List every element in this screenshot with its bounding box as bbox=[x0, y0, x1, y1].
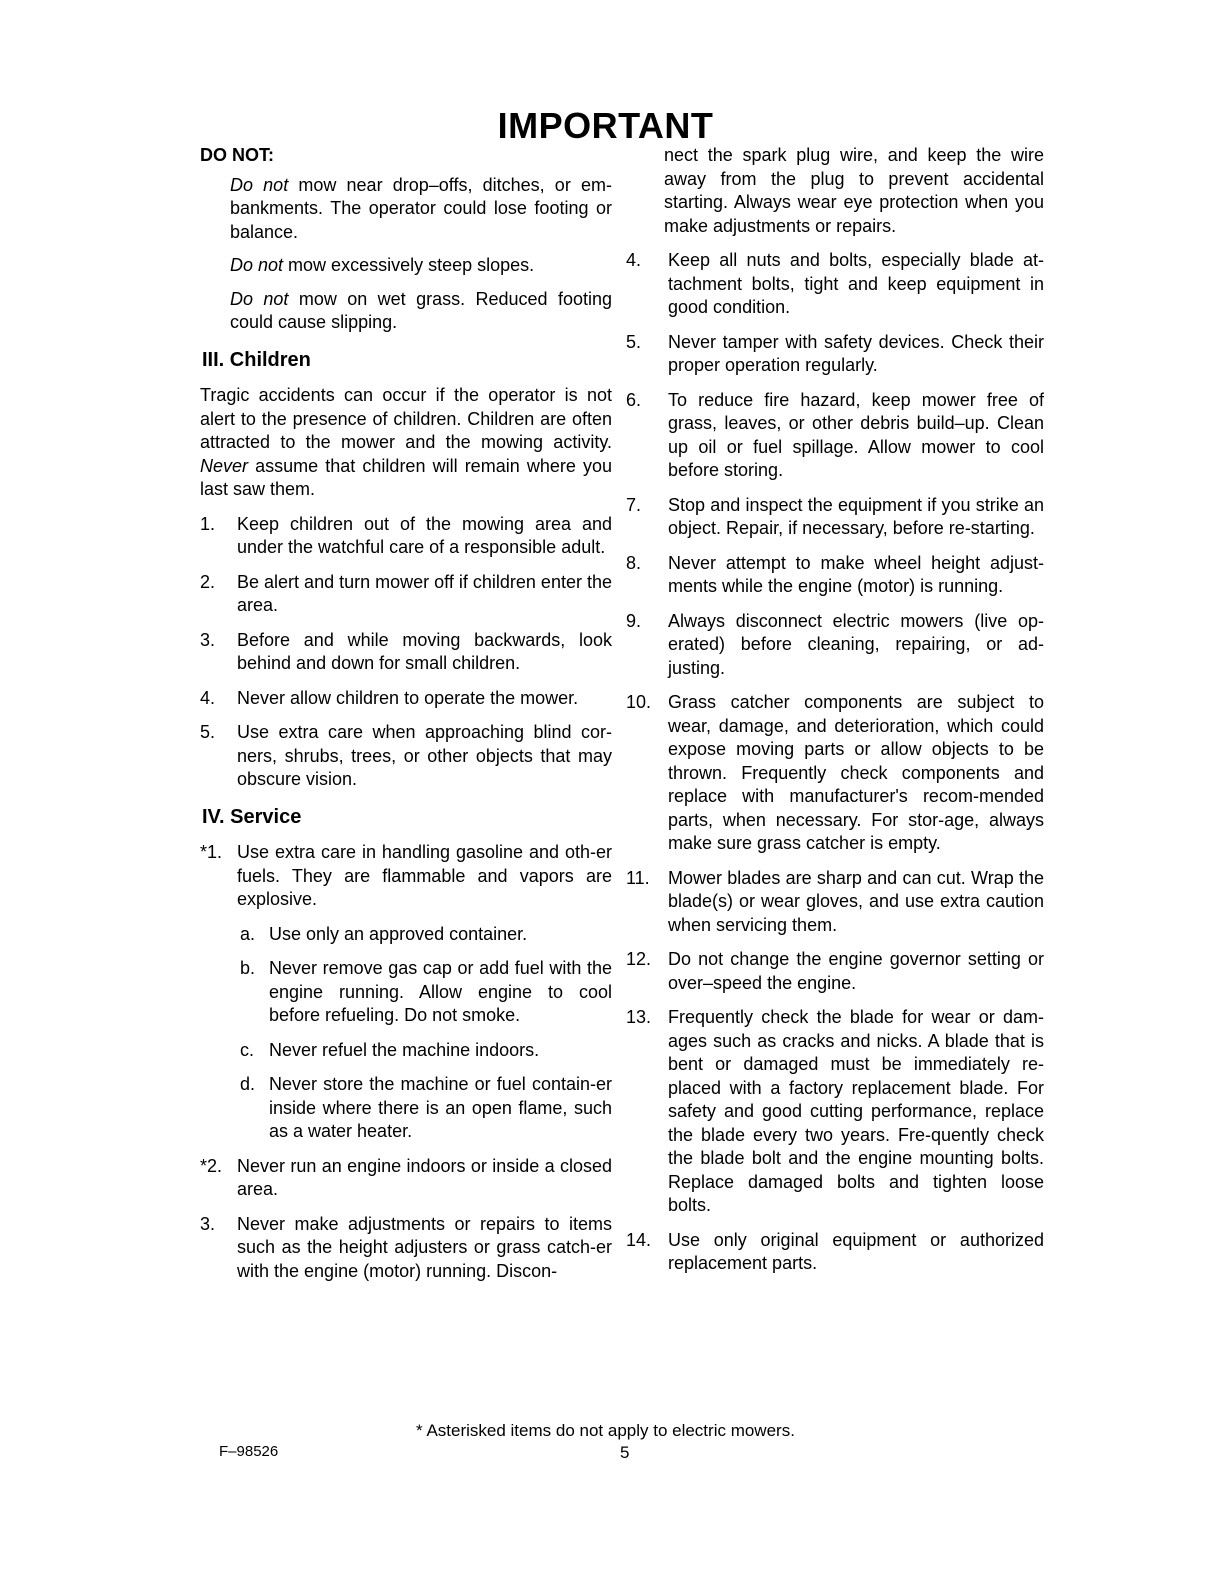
list-item: 11. Mower blades are sharp and can cut. Wrap the blade(s) or wear gloves, and use extra caution when servicing them. bbox=[626, 867, 1044, 935]
children-intro: Tragic accidents can occur if the operator is not alert to the presence of children. Children are often attracted to the mower and the mowing activity. Never assume that children will remain where you last saw them. bbox=[200, 385, 612, 499]
list-item: 4. Keep all nuts and bolts, especially blade at-tachment bolts, tight and keep equipment in good condition. bbox=[626, 250, 1044, 317]
item-continuation: nect the spark plug wire, and keep the wire away from the plug to prevent accidental starting. Always wear eye protection when you make adjustments or repairs. bbox=[664, 145, 1044, 236]
page-number: 5 bbox=[620, 1443, 630, 1462]
document-code: F–98526 bbox=[219, 1443, 279, 1460]
do-not-item: Do not mow near drop–offs, ditches, or em-bankments. The operator could lose footing or balance. bbox=[230, 174, 612, 242]
list-item: 14. Use only original equipment or authorized replacement parts. bbox=[626, 1229, 1044, 1273]
list-item: 5. Use extra care when approaching blind cor-ners, shrubs, trees, or other objects that may obscure vision. bbox=[200, 722, 612, 789]
sub-list-item: c. Never refuel the machine indoors. bbox=[240, 1039, 540, 1060]
right-column bbox=[626, 144, 1044, 1287]
list-item: 7. Stop and inspect the equipment if you strike an object. Repair, if necessary, before re-starting. bbox=[626, 494, 1044, 538]
section-heading-service: IV. Service bbox=[202, 805, 302, 828]
list-item: *2. Never run an engine indoors or inside a closed area. bbox=[200, 1155, 612, 1199]
sub-list-item: d. Never store the machine or fuel contain-er inside where there is an open flame, such as a water heater. bbox=[240, 1074, 612, 1141]
do-not-item: Do not mow excessively steep slopes. bbox=[230, 255, 535, 275]
list-item: 1. Keep children out of the mowing area and under the watchful care of a responsible adult. bbox=[200, 513, 612, 557]
list-item: 8. Never attempt to make wheel height adjust-ments while the engine (motor) is running. bbox=[626, 552, 1044, 596]
list-item: *1. Use extra care in handling gasoline and oth-er fuels. They are flammable and vapors are explosive. bbox=[200, 842, 612, 909]
left-column bbox=[200, 144, 612, 1294]
list-item: 9. Always disconnect electric mowers (live op-erated) before cleaning, repairing, or ad-justing. bbox=[626, 610, 1044, 678]
sub-list-item: b. Never remove gas cap or add fuel with the engine running. Allow engine to cool before refueling. Do not smoke. bbox=[240, 958, 612, 1025]
list-item: 6. To reduce fire hazard, keep mower free of grass, leaves, or other debris build–up. Clean up oil or fuel spillage. Allow mower to cool before storing. bbox=[626, 389, 1044, 480]
do-not-heading: DO NOT: bbox=[200, 145, 274, 165]
sub-list-item: a. Use only an approved container. bbox=[240, 923, 528, 944]
list-item: 3. Never make adjustments or repairs to items such as the height adjusters or grass catch-er with the engine (motor) running. Discon- bbox=[200, 1213, 612, 1281]
list-item: 4. Never allow children to operate the mower. bbox=[200, 687, 579, 708]
list-item: 10. Grass catcher components are subject to wear, damage, and deterioration, which could expose moving parts or allow objects to be thrown. Frequently check components and replace with manufacturer's recom-mended parts, when necessary. For stor-age, always make sure grass catcher is empty. bbox=[626, 692, 1044, 853]
footnote: * Asterisked items do not apply to electric mowers. bbox=[416, 1421, 795, 1440]
list-item: 3. Before and while moving backwards, look behind and down for small children. bbox=[200, 629, 612, 673]
list-item: 13. Frequently check the blade for wear or dam-ages such as cracks and nicks. A blade that is bent or damaged must be immediately re-placed with a factory replacement blade. For safety and good cutting performance, replace the blade every two years. Fre-quently check the blade bolt and the engine mounting bolts. Replace damaged bolts and tighten loose bolts. bbox=[626, 1007, 1044, 1215]
page-title: IMPORTANT bbox=[497, 105, 714, 146]
list-item: 5. Never tamper with safety devices. Check their proper operation regularly. bbox=[626, 331, 1044, 375]
section-heading-children: III. Children bbox=[202, 348, 311, 371]
list-item: 2. Be alert and turn mower off if children enter the area. bbox=[200, 571, 612, 615]
do-not-item: Do not mow on wet grass. Reduced footing could cause slipping. bbox=[230, 288, 612, 332]
list-item: 12. Do not change the engine governor setting or over–speed the engine. bbox=[626, 949, 1044, 993]
